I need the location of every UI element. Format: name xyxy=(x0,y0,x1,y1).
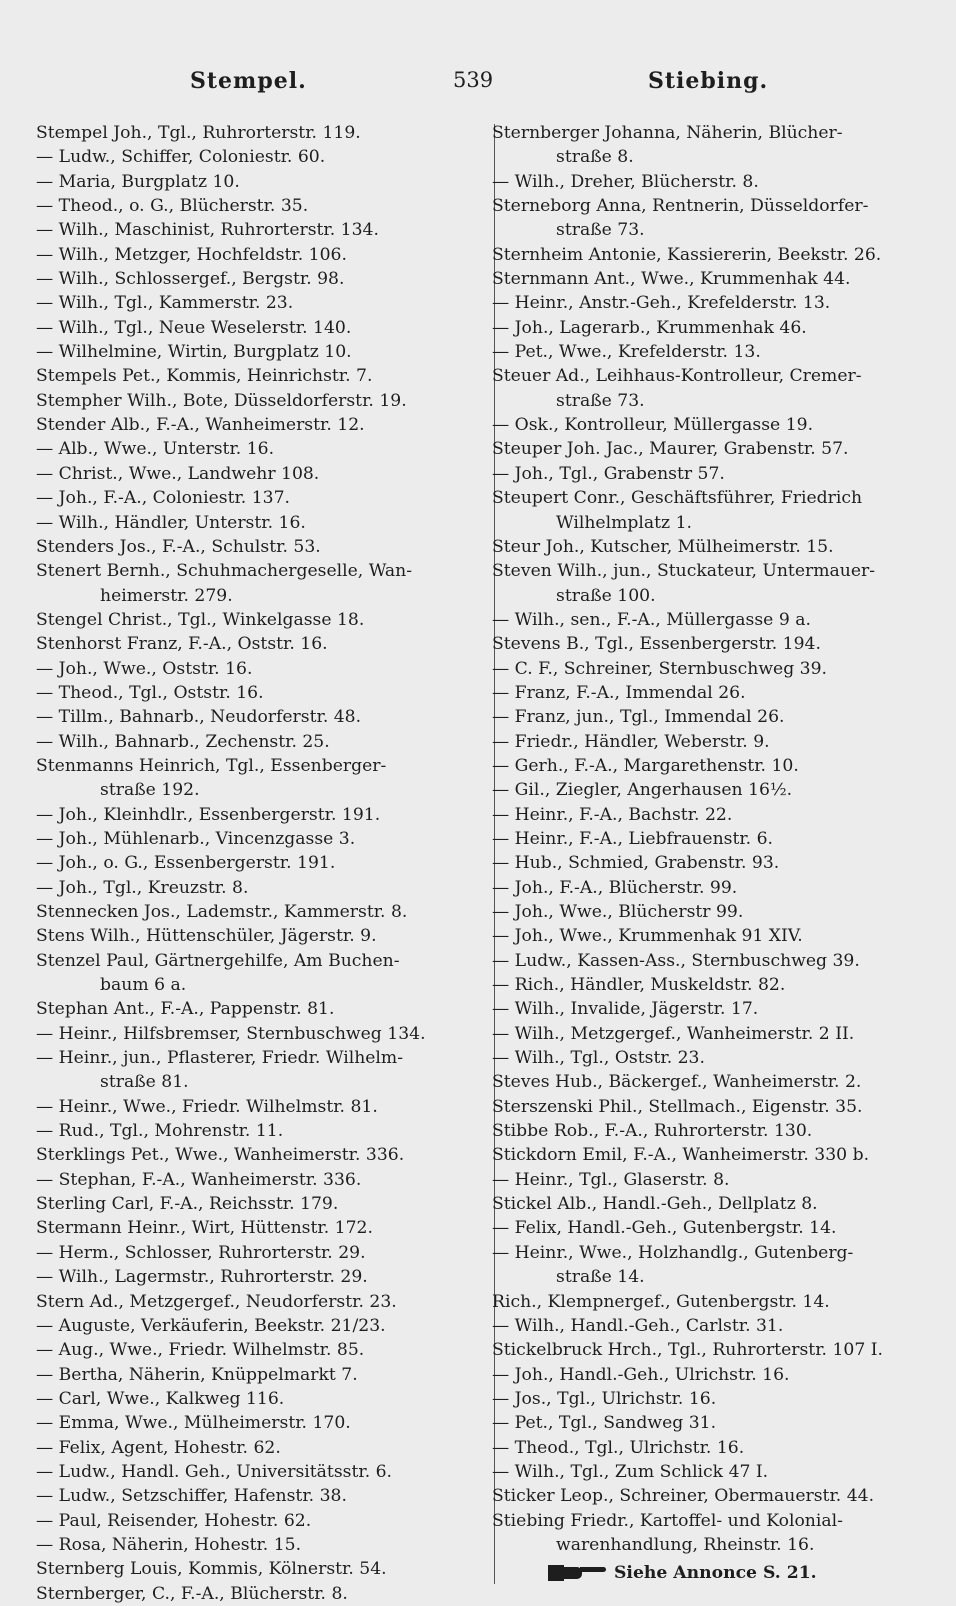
directory-entry: — Rosa, Näherin, Hohestr. 15. xyxy=(36,1534,302,1555)
directory-entry: Steven Wilh., jun., Stuckateur, Untermauer- xyxy=(492,561,876,582)
directory-entry: Sternberger, C., F.-A., Blücherstr. 8. xyxy=(36,1583,348,1604)
directory-entry: — Ludw., Schiffer, Coloniestr. 60. xyxy=(36,147,326,168)
directory-entry: Stern Ad., Metzgergef., Neudorferstr. 23. xyxy=(36,1291,397,1312)
directory-entry: — Jos., Tgl., Ulrichstr. 16. xyxy=(492,1388,717,1409)
directory-entry: Sterklings Pet., Wwe., Wanheimerstr. 336. xyxy=(36,1145,405,1166)
directory-entry: — Joh., Wwe., Krummenhak 91 XIV. xyxy=(492,926,803,947)
directory-entry: Sternheim Antonie, Kassiererin, Beekstr. 26. xyxy=(492,244,882,265)
directory-entry: Stiebing Friedr., Kartoffel- und Kolonial- xyxy=(492,1510,843,1531)
directory-entry: — Felix, Agent, Hohestr. 62. xyxy=(36,1437,281,1458)
directory-entry: — Wilh., Schlossergef., Bergstr. 98. xyxy=(36,269,345,290)
directory-entry: Sternberger Johanna, Näherin, Blücher- xyxy=(492,123,843,143)
directory-entry: — Wilh., Händler, Unterstr. 16. xyxy=(36,512,306,533)
directory-entry-continuation: straße 14. xyxy=(556,1267,645,1288)
directory-entry: — Wilh., Metzgergef., Wanheimerstr. 2 II. xyxy=(492,1023,855,1044)
directory-entry: — Aug., Wwe., Friedr. Wilhelmstr. 85. xyxy=(36,1340,365,1361)
directory-entry: Steves Hub., Bäckergef., Wanheimerstr. 2. xyxy=(492,1072,862,1093)
directory-entry-continuation: Wilhelmplatz 1. xyxy=(556,512,692,533)
directory-entry: — Hub., Schmied, Grabenstr. 93. xyxy=(492,853,780,874)
directory-entry: — Heinr., Anstr.-Geh., Krefelderstr. 13. xyxy=(492,293,831,314)
directory-entry: Stickel Alb., Handl.-Geh., Dellplatz 8. xyxy=(492,1194,818,1215)
directory-entry: Stephan Ant., F.-A., Pappenstr. 81. xyxy=(36,999,335,1020)
directory-entry: Sternmann Ant., Wwe., Krummenhak 44. xyxy=(492,269,851,290)
directory-entry-continuation: baum 6 a. xyxy=(100,975,187,996)
directory-entry: — Heinr., Wwe., Holzhandlg., Gutenberg- xyxy=(492,1242,854,1263)
directory-entry: — Joh., Tgl., Grabenstr 57. xyxy=(492,463,725,484)
page-number: 539 xyxy=(453,68,494,92)
directory-entry: Steuer Ad., Leihhaus-Kontrolleur, Cremer- xyxy=(492,366,862,387)
directory-entry: Sterszenski Phil., Stellmach., Eigenstr. 35. xyxy=(492,1096,863,1117)
page-header xyxy=(0,68,956,108)
directory-entry: — Carl, Wwe., Kalkweg 116. xyxy=(36,1388,285,1409)
directory-entry: Stempher Wilh., Bote, Düsseldorferstr. 19. xyxy=(36,390,407,411)
directory-entry: — Rud., Tgl., Mohrenstr. 11. xyxy=(36,1121,284,1142)
directory-entry: — Joh., Kleinhdlr., Essenbergerstr. 191. xyxy=(36,804,381,825)
directory-entry: — Osk., Kontrolleur, Müllergasse 19. xyxy=(492,415,814,436)
directory-entry: — Theod., Tgl., Oststr. 16. xyxy=(36,682,264,703)
directory-entry: — Joh., o. G., Essenbergerstr. 191. xyxy=(36,853,336,874)
directory-entry: — Ludw., Setzschiffer, Hafenstr. 38. xyxy=(36,1486,347,1507)
directory-entry: — Wilh., Tgl., Neue Weselerstr. 140. xyxy=(36,317,352,338)
header-left-keyword: Stempel. xyxy=(190,68,307,94)
directory-entry: — Heinr., F.-A., Liebfrauenstr. 6. xyxy=(492,828,774,849)
directory-entry: — Wilh., Tgl., Zum Schlick 47 I. xyxy=(492,1461,769,1482)
directory-entry: — Theod., o. G., Blücherstr. 35. xyxy=(36,196,309,217)
directory-entry: Stevens B., Tgl., Essenbergerstr. 194. xyxy=(492,634,821,655)
directory-entry: Steuper Joh. Jac., Maurer, Grabenstr. 57. xyxy=(492,439,849,460)
directory-entry: — Joh., Wwe., Blücherstr 99. xyxy=(492,902,744,922)
directory-entry: — Franz, F.-A., Immendal 26. xyxy=(492,682,746,703)
directory-entry-continuation: straße 73. xyxy=(556,220,645,241)
directory-entry: — Friedr., Händler, Weberstr. 9. xyxy=(492,731,770,752)
directory-entry-continuation: straße 73. xyxy=(556,390,645,411)
directory-entry: — Joh., F.-A., Blücherstr. 99. xyxy=(492,877,738,898)
directory-entry: — Joh., Mühlenarb., Vincenzgasse 3. xyxy=(36,828,356,849)
directory-entry: — Rich., Händler, Muskeldstr. 82. xyxy=(492,975,786,996)
directory-entry: — Auguste, Verkäuferin, Beekstr. 21/23. xyxy=(36,1315,386,1336)
directory-entry: — C. F., Schreiner, Sternbuschweg 39. xyxy=(492,658,828,679)
pointing-hand-icon xyxy=(548,1564,606,1582)
directory-entry: — Heinr., Hilfsbremser, Sternbuschweg 134. xyxy=(36,1023,426,1044)
directory-entry: — Ludw., Kassen-Ass., Sternbuschweg 39. xyxy=(492,950,860,971)
advertisement-reference xyxy=(492,1561,932,1585)
directory-entry: — Herm., Schlosser, Ruhrorterstr. 29. xyxy=(36,1242,366,1263)
directory-entry: — Franz, jun., Tgl., Immendal 26. xyxy=(492,707,785,728)
directory-entry: Stenzel Paul, Gärtnergehilfe, Am Buchen- xyxy=(36,950,400,971)
directory-entry: — Wilh., Metzger, Hochfeldstr. 106. xyxy=(36,244,347,265)
directory-entry: — Wilh., Tgl., Kammerstr. 23. xyxy=(36,293,294,314)
left-column xyxy=(36,121,484,1606)
directory-entry: — Stephan, F.-A., Wanheimerstr. 336. xyxy=(36,1169,362,1190)
directory-entry: — Heinr., F.-A., Bachstr. 22. xyxy=(492,804,733,825)
directory-entry: — Theod., Tgl., Ulrichstr. 16. xyxy=(492,1437,745,1458)
directory-entry: — Gil., Ziegler, Angerhausen 16½. xyxy=(492,780,793,801)
directory-entry: — Wilh., Bahnarb., Zechenstr. 25. xyxy=(36,731,330,752)
directory-entry: Stempels Pet., Kommis, Heinrichstr. 7. xyxy=(36,366,373,387)
directory-entry: — Ludw., Handl. Geh., Universitätsstr. 6. xyxy=(36,1461,393,1482)
directory-entry: Stens Wilh., Hüttenschüler, Jägerstr. 9. xyxy=(36,926,377,947)
directory-entry: — Emma, Wwe., Mülheimerstr. 170. xyxy=(36,1413,351,1434)
directory-entry: — Pet., Wwe., Krefelderstr. 13. xyxy=(492,342,761,363)
directory-entry: Sticker Leop., Schreiner, Obermauerstr. 44. xyxy=(492,1486,875,1507)
directory-entry: Stenmanns Heinrich, Tgl., Essenberger- xyxy=(36,755,387,776)
directory-entry: — Heinr., Wwe., Friedr. Wilhelmstr. 81. xyxy=(36,1096,378,1117)
directory-entry: Rich., Klempnergef., Gutenbergstr. 14. xyxy=(492,1291,830,1312)
directory-entry: — Joh., Handl.-Geh., Ulrichstr. 16. xyxy=(492,1364,790,1385)
directory-entry: — Wilh., Handl.-Geh., Carlstr. 31. xyxy=(492,1315,784,1336)
directory-entry-continuation: heimerstr. 279. xyxy=(100,585,233,606)
directory-entry: — Wilh., Dreher, Blücherstr. 8. xyxy=(492,171,759,192)
directory-entry: — Alb., Wwe., Unterstr. 16. xyxy=(36,439,275,460)
directory-entry: — Tillm., Bahnarb., Neudorferstr. 48. xyxy=(36,707,362,728)
directory-entry: — Maria, Burgplatz 10. xyxy=(36,171,240,192)
directory-entry: — Wilh., sen., F.-A., Müllergasse 9 a. xyxy=(492,609,811,630)
directory-entry: Stickelbruck Hrch., Tgl., Ruhrorterstr. 107 I. xyxy=(492,1340,883,1361)
directory-entry: — Gerh., F.-A., Margarethenstr. 10. xyxy=(492,755,799,776)
directory-entry: — Joh., Tgl., Kreuzstr. 8. xyxy=(36,877,249,898)
directory-entry: — Felix, Handl.-Geh., Gutenbergstr. 14. xyxy=(492,1218,837,1239)
directory-entry: Stermann Heinr., Wirt, Hüttenstr. 172. xyxy=(36,1218,373,1239)
directory-entry: Steur Joh., Kutscher, Mülheimerstr. 15. xyxy=(492,536,834,557)
directory-entry: Stenhorst Franz, F.-A., Oststr. 16. xyxy=(36,634,328,655)
directory-entry: — Joh., F.-A., Coloniestr. 137. xyxy=(36,488,290,509)
directory-entry: Stender Alb., F.-A., Wanheimerstr. 12. xyxy=(36,415,365,436)
directory-entry-continuation: straße 81. xyxy=(100,1072,189,1093)
directory-entry: — Wilhelmine, Wirtin, Burgplatz 10. xyxy=(36,342,352,363)
directory-entry: Steupert Conr., Geschäftsführer, Friedrich xyxy=(492,488,863,509)
directory-entry: Stempel Joh., Tgl., Ruhrorterstr. 119. xyxy=(36,123,361,143)
directory-entry-continuation: straße 8. xyxy=(556,147,634,168)
directory-entry: — Wilh., Maschinist, Ruhrorterstr. 134. xyxy=(36,220,379,241)
directory-entry: Stickdorn Emil, F.-A., Wanheimerstr. 330 b. xyxy=(492,1145,870,1166)
directory-entry: — Wilh., Invalide, Jägerstr. 17. xyxy=(492,999,759,1020)
directory-entry: Stenert Bernh., Schuhmachergeselle, Wan- xyxy=(36,561,413,582)
directory-entry: Sterling Carl, F.-A., Reichsstr. 179. xyxy=(36,1194,339,1215)
directory-entry-continuation: warenhandlung, Rheinstr. 16. xyxy=(556,1534,815,1555)
directory-entry: — Heinr., Tgl., Glaserstr. 8. xyxy=(492,1169,730,1190)
advertisement-reference-text: Siehe Annonce S. 21. xyxy=(614,1563,817,1584)
directory-entry: — Joh., Lagerarb., Krummenhak 46. xyxy=(492,317,807,338)
right-column xyxy=(492,121,932,1586)
directory-entry: Stenders Jos., F.-A., Schulstr. 53. xyxy=(36,536,321,557)
header-right-keyword: Stiebing. xyxy=(648,68,769,94)
directory-entry: — Wilh., Tgl., Oststr. 23. xyxy=(492,1048,705,1069)
directory-entry: — Paul, Reisender, Hohestr. 62. xyxy=(36,1510,312,1531)
directory-entry: Sterneborg Anna, Rentnerin, Düsseldorfer- xyxy=(492,196,869,217)
directory-entry: Stibbe Rob., F.-A., Ruhrorterstr. 130. xyxy=(492,1121,813,1142)
directory-entry: — Christ., Wwe., Landwehr 108. xyxy=(36,463,320,484)
directory-entry: — Wilh., Lagermstr., Ruhrorterstr. 29. xyxy=(36,1267,368,1288)
right-column-entries xyxy=(492,121,932,1557)
directory-entry: — Pet., Tgl., Sandweg 31. xyxy=(492,1413,717,1434)
directory-entry: Stennecken Jos., Lademstr., Kammerstr. 8. xyxy=(36,902,408,922)
directory-entry-continuation: straße 192. xyxy=(100,780,200,801)
directory-entry: — Joh., Wwe., Oststr. 16. xyxy=(36,658,253,679)
directory-entry: — Heinr., jun., Pflasterer, Friedr. Wilhelm- xyxy=(36,1048,404,1069)
directory-entry: Sternberg Louis, Kommis, Kölnerstr. 54. xyxy=(36,1559,387,1580)
directory-entry: — Bertha, Näherin, Knüppelmarkt 7. xyxy=(36,1364,358,1385)
directory-entry-continuation: straße 100. xyxy=(556,585,656,606)
directory-entry: Stengel Christ., Tgl., Winkelgasse 18. xyxy=(36,609,365,630)
